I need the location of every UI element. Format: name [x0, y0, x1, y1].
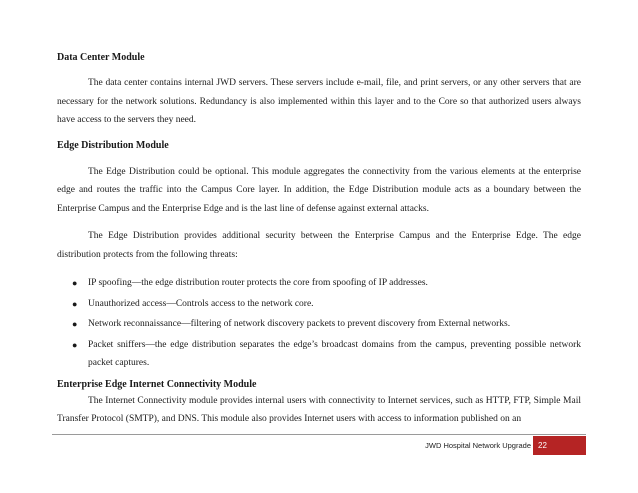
section-heading-data-center: Data Center Module	[57, 52, 145, 63]
paragraph-enterprise-edge: The Internet Connectivity module provides internal users with connectivity to Internet services, such as HTTP, FTP, Simple Mail Transfer Protocol (SMTP), and DNS. This module also provides Internet users with access to information published on an	[57, 395, 581, 424]
list-item	[57, 336, 581, 373]
footer-title: JWD Hospital Network Upgrade	[425, 441, 531, 450]
footer-divider	[52, 434, 586, 435]
bullet-icon: ●	[72, 319, 78, 329]
list-item-text: Packet sniffers—the edge distribution separates the edge’s broadcast domains from the campus, preventing possible network packet captures.	[88, 339, 581, 368]
list-item	[57, 315, 581, 334]
bullet-icon: ●	[72, 278, 78, 288]
section-heading-enterprise-edge: Enterprise Edge Internet Connectivity Module	[57, 378, 257, 390]
list-item	[57, 274, 581, 293]
paragraph-data-center: The data center contains internal JWD servers. These servers include e-mail, file, and print servers, or any other servers that are necessary for the network solutions. Redundancy is also implemented within this layer and to the Core so that authorized users always have access to the servers they need.	[57, 78, 581, 125]
list-item-text: IP spoofing—the edge distribution router protects the core from spoofing of IP addresses.	[88, 278, 428, 288]
threat-list	[57, 274, 581, 373]
list-item-text: Unauthorized access—Controls access to the network core.	[88, 298, 314, 309]
paragraph-edge-distribution-1: The Edge Distribution could be optional. This module aggregates the connectivity from the various elements at the enterprise edge and routes the traffic into the Campus Core layer. In addition, the Edge Distribution module acts as a boundary between the Enterprise Campus and the Enterprise Edge and is the last line of defense against external attacks.	[57, 166, 581, 214]
list-item	[57, 295, 581, 314]
page-number-badge: 22	[533, 436, 586, 455]
bullet-icon: ●	[72, 298, 78, 309]
paragraph-edge-distribution-2: The Edge Distribution provides additional security between the Enterprise Campus and the Enterprise Edge. The edge distribution protects from the following threats:	[57, 231, 581, 260]
list-item-text: Network reconnaissance—filtering of network discovery packets to prevent discovery from External networks.	[88, 319, 511, 329]
bullet-icon: ●	[72, 339, 78, 350]
page-content	[57, 52, 581, 429]
section-heading-edge-distribution: Edge Distribution Module	[57, 139, 169, 151]
